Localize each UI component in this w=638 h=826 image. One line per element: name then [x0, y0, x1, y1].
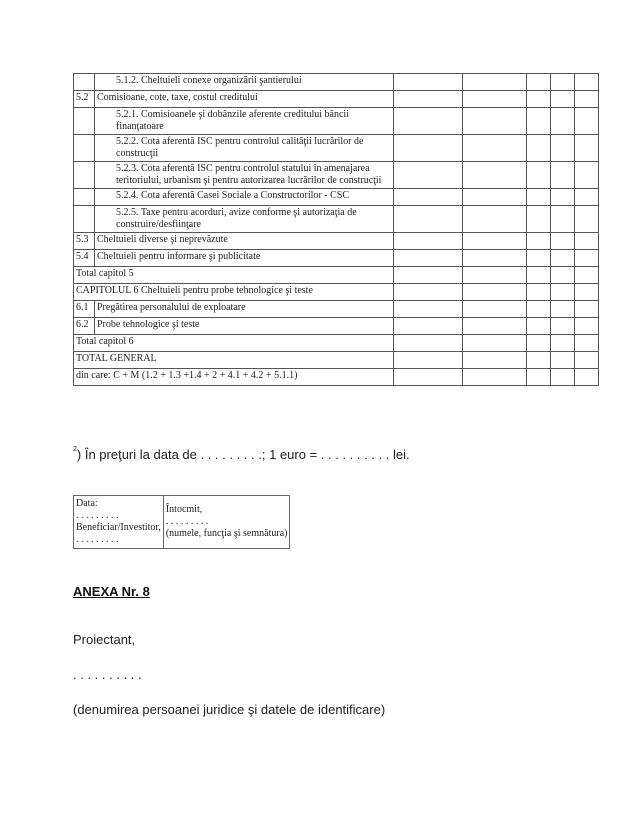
empty-value-cell [463, 301, 527, 318]
empty-value-cell [551, 91, 575, 108]
empty-value-cell [575, 91, 599, 108]
price-footnote [73, 447, 410, 462]
empty-value-cell [463, 91, 527, 108]
empty-value-cell [551, 206, 575, 233]
empty-value-cell [527, 162, 551, 189]
empty-value-cell [551, 108, 575, 135]
empty-value-cell [394, 267, 463, 284]
empty-value-cell [575, 301, 599, 318]
row-description-cell: Pregătirea personalului de exploatare [95, 301, 394, 318]
beneficiary-label: Beneficiar/Investitor, [76, 522, 161, 533]
empty-value-cell [575, 250, 599, 267]
empty-value-cell [575, 352, 599, 369]
empty-value-cell [551, 189, 575, 206]
empty-value-cell [575, 318, 599, 335]
empty-value-cell [394, 352, 463, 369]
table-row [74, 369, 599, 386]
empty-value-cell [463, 318, 527, 335]
table-row [74, 189, 599, 206]
empty-value-cell [527, 91, 551, 108]
row-description-cell: 5.2.3. Cota aferentă ISC pentru controlul statului în amenajarea teritoriului, urbanism şi pentru autorizarea lucrărilor de construcţii [95, 162, 394, 189]
signature-right-cell [163, 496, 290, 549]
table-row [74, 352, 599, 369]
row-number-cell: 5.3 [74, 233, 95, 250]
empty-value-cell [527, 352, 551, 369]
empty-value-cell [575, 335, 599, 352]
empty-value-cell [575, 369, 599, 386]
empty-value-cell [394, 284, 463, 301]
table-row [74, 233, 599, 250]
empty-value-cell [463, 108, 527, 135]
empty-value-cell [394, 135, 463, 162]
table-row [74, 108, 599, 135]
row-number-cell [74, 108, 95, 135]
row-number-cell [74, 162, 95, 189]
empty-value-cell [394, 250, 463, 267]
designer-description: (denumirea persoanei juridice şi datele de identificare) [73, 702, 386, 717]
empty-value-cell [463, 189, 527, 206]
empty-value-cell [575, 233, 599, 250]
date-dots: . . . . . . . . . [76, 510, 119, 521]
empty-value-cell [463, 250, 527, 267]
cost-table [73, 73, 599, 386]
empty-value-cell [527, 206, 551, 233]
empty-value-cell [394, 74, 463, 91]
empty-value-cell [394, 162, 463, 189]
empty-value-cell [527, 369, 551, 386]
signature-table [73, 495, 290, 549]
empty-value-cell [527, 335, 551, 352]
row-number-cell: 5.2 [74, 91, 95, 108]
empty-value-cell [394, 233, 463, 250]
empty-value-cell [575, 108, 599, 135]
row-description-cell: 5.2.1. Comisioanele şi dobânzile aferente creditului băncii finanţatoare [95, 108, 394, 135]
empty-value-cell [527, 250, 551, 267]
row-number-cell [74, 135, 95, 162]
empty-value-cell [463, 335, 527, 352]
prepared-hint: (numele, funcţia şi semnătura) [165, 528, 288, 539]
empty-value-cell [394, 206, 463, 233]
date-label: Data: [76, 498, 98, 509]
empty-value-cell [394, 318, 463, 335]
empty-value-cell [575, 189, 599, 206]
empty-value-cell [527, 108, 551, 135]
footnote-marker: 2 [73, 446, 77, 453]
empty-value-cell [527, 74, 551, 91]
empty-value-cell [463, 284, 527, 301]
empty-value-cell [551, 369, 575, 386]
empty-value-cell [394, 301, 463, 318]
row-description-cell: Comisioane, cote, taxe, costul creditului [95, 91, 394, 108]
empty-value-cell [463, 162, 527, 189]
table-row [74, 74, 599, 91]
empty-value-cell [575, 162, 599, 189]
empty-value-cell [463, 206, 527, 233]
designer-label: Proiectant, [73, 632, 136, 647]
row-description-cell: Cheltuieli pentru informare şi publicitate [95, 250, 394, 267]
empty-value-cell [551, 135, 575, 162]
table-row [74, 91, 599, 108]
row-number-cell: 6.2 [74, 318, 95, 335]
empty-value-cell [463, 352, 527, 369]
prepared-label: Întocmit, [165, 504, 203, 515]
row-label-cell: TOTAL GENERAL [74, 352, 394, 369]
designer-dots: . . . . . . . . . . [73, 667, 142, 682]
empty-value-cell [551, 352, 575, 369]
empty-value-cell [575, 206, 599, 233]
empty-value-cell [575, 267, 599, 284]
table-row [74, 301, 599, 318]
empty-value-cell [551, 74, 575, 91]
empty-value-cell [551, 301, 575, 318]
row-label-cell: CAPITOLUL 6 Cheltuieli pentru probe tehnologice şi teste [74, 284, 394, 301]
empty-value-cell [527, 135, 551, 162]
empty-value-cell [463, 369, 527, 386]
empty-value-cell [527, 301, 551, 318]
empty-value-cell [527, 233, 551, 250]
table-row [74, 318, 599, 335]
empty-value-cell [463, 135, 527, 162]
row-label-cell: Total capitol 5 [74, 267, 394, 284]
row-description-cell: 5.2.5. Taxe pentru acorduri, avize conforme şi autorizaţia de construire/desfiinţare [95, 206, 394, 233]
row-description-cell: Cheltuieli diverse şi neprevăzute [95, 233, 394, 250]
footnote-text: ) În preţuri la data de . . . . . . . . .; 1 euro = . . . . . . . . . . lei. [76, 447, 410, 462]
empty-value-cell [575, 284, 599, 301]
empty-value-cell [463, 74, 527, 91]
empty-value-cell [394, 108, 463, 135]
empty-value-cell [463, 233, 527, 250]
empty-value-cell [527, 267, 551, 284]
empty-value-cell [575, 74, 599, 91]
row-number-cell: 6.1 [74, 301, 95, 318]
beneficiary-dots: . . . . . . . . . [76, 534, 119, 545]
empty-value-cell [551, 267, 575, 284]
row-label-cell: din care: C + M (1.2 + 1.3 +1.4 + 2 + 4.1 + 4.2 + 5.1.1) [74, 369, 394, 386]
table-row [74, 250, 599, 267]
row-description-cell: 5.2.2. Cota aferentă ISC pentru controlul calităţii lucrărilor de construcţii [95, 135, 394, 162]
row-number-cell: 5.4 [74, 250, 95, 267]
empty-value-cell [527, 284, 551, 301]
row-number-cell [74, 206, 95, 233]
table-row [74, 284, 599, 301]
row-description-cell: Probe tehnologice şi teste [95, 318, 394, 335]
empty-value-cell [394, 369, 463, 386]
row-number-cell [74, 74, 95, 91]
empty-value-cell [575, 135, 599, 162]
row-number-cell [74, 189, 95, 206]
table-row [74, 135, 599, 162]
row-description-cell: 5.2.4. Cota aferentă Casei Sociale a Constructorilor - CSC [95, 189, 394, 206]
table-row [74, 162, 599, 189]
row-label-cell: Total capitol 6 [74, 335, 394, 352]
empty-value-cell [551, 318, 575, 335]
empty-value-cell [394, 189, 463, 206]
row-description-cell: 5.1.2. Cheltuieli conexe organizării şantierului [95, 74, 394, 91]
empty-value-cell [551, 284, 575, 301]
empty-value-cell [551, 233, 575, 250]
empty-value-cell [394, 91, 463, 108]
empty-value-cell [551, 335, 575, 352]
signature-left-cell [74, 496, 164, 549]
empty-value-cell [394, 335, 463, 352]
empty-value-cell [527, 318, 551, 335]
empty-value-cell [527, 189, 551, 206]
table-row [74, 206, 599, 233]
empty-value-cell [551, 162, 575, 189]
prepared-dots: . . . . . . . . . [165, 516, 209, 527]
empty-value-cell [551, 250, 575, 267]
table-row [74, 335, 599, 352]
empty-value-cell [463, 267, 527, 284]
table-row [74, 267, 599, 284]
annex-title: ANEXA Nr. 8 [73, 584, 150, 599]
